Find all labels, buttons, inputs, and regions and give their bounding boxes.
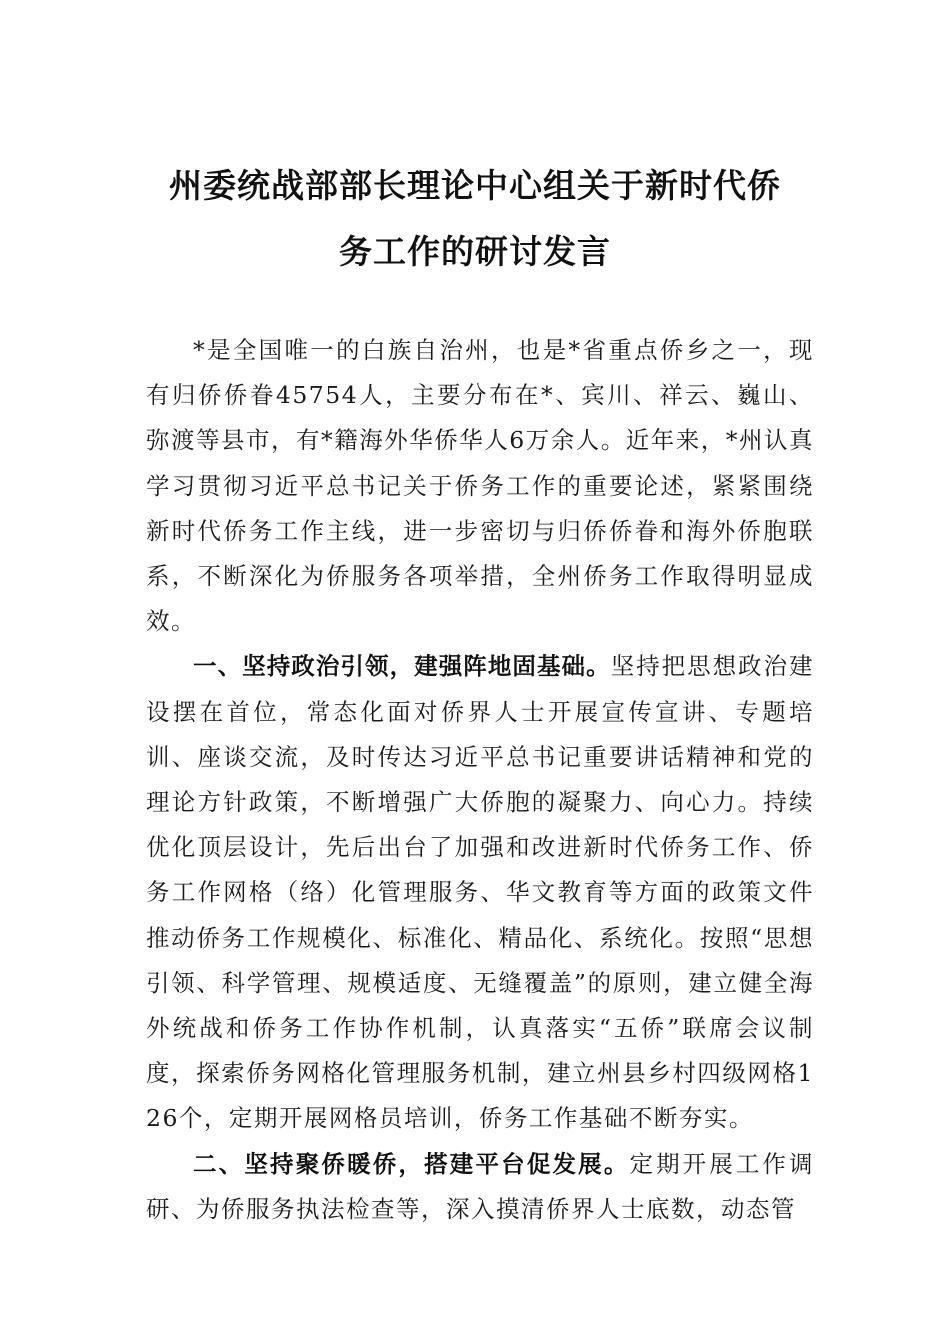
document-title-line-1: 州委统战部部长理论中心组关于新时代侨 <box>169 166 781 205</box>
section-2-heading: 二、坚持聚侨暖侨，搭建平台促发展。 <box>193 1149 630 1178</box>
section-1-heading: 一、坚持政治引领，建强阵地固基础。 <box>193 652 611 681</box>
paragraph-section-2 <box>146 1142 814 1232</box>
paragraph-intro <box>146 328 814 644</box>
document-title-line-2: 务工作的研讨发言 <box>339 232 611 271</box>
document-body <box>146 328 814 1232</box>
section-1-text: 坚持把思想政治建设摆在首位，常态化面对侨界人士开展宣传宣讲、专题培训、座谈交流，及时传达习近平总书记重要讲话精神和党的理论方针政策，不断增强广大侨胞的凝聚力、向心力。持续优化顶层设计，先后出台了加强和改进新时代侨务工作、侨务工作网格（络）化管理服务、华文教育等方面的政策文件推动侨务工作规模化、标准化、精品化、系统化。按照“思想引领、科学管理、规模适度、无缝覆盖”的原则，建立健全海外统战和侨务工作协作机制，认真落实“五侨”联席会议制度，探索侨务网格化管理服务机制，建立州县乡村四级网格126个，定期开展网格员培训，侨务工作基础不断夯实。 <box>146 652 814 1133</box>
paragraph-section-1 <box>146 644 814 1141</box>
paragraph-intro-text: *是全国唯一的白族自治州，也是*省重点侨乡之一，现有归侨侨眷45754人，主要分布在*、宾川、祥云、巍山、弥渡等县市，有*籍海外华侨华人6万余人。近年来，*州认真学习贯彻习近平总书记关于侨务工作的重要论述，紧紧围绕新时代侨务工作主线，进一步密切与归侨侨眷和海外侨胞联系，不断深化为侨服务各项举措，全州侨务工作取得明显成效。 <box>146 336 814 636</box>
section-2-text: 定期开展工作调研、为侨服务执法检查等，深入摸清侨界人士底数，动态管 <box>146 1149 814 1223</box>
